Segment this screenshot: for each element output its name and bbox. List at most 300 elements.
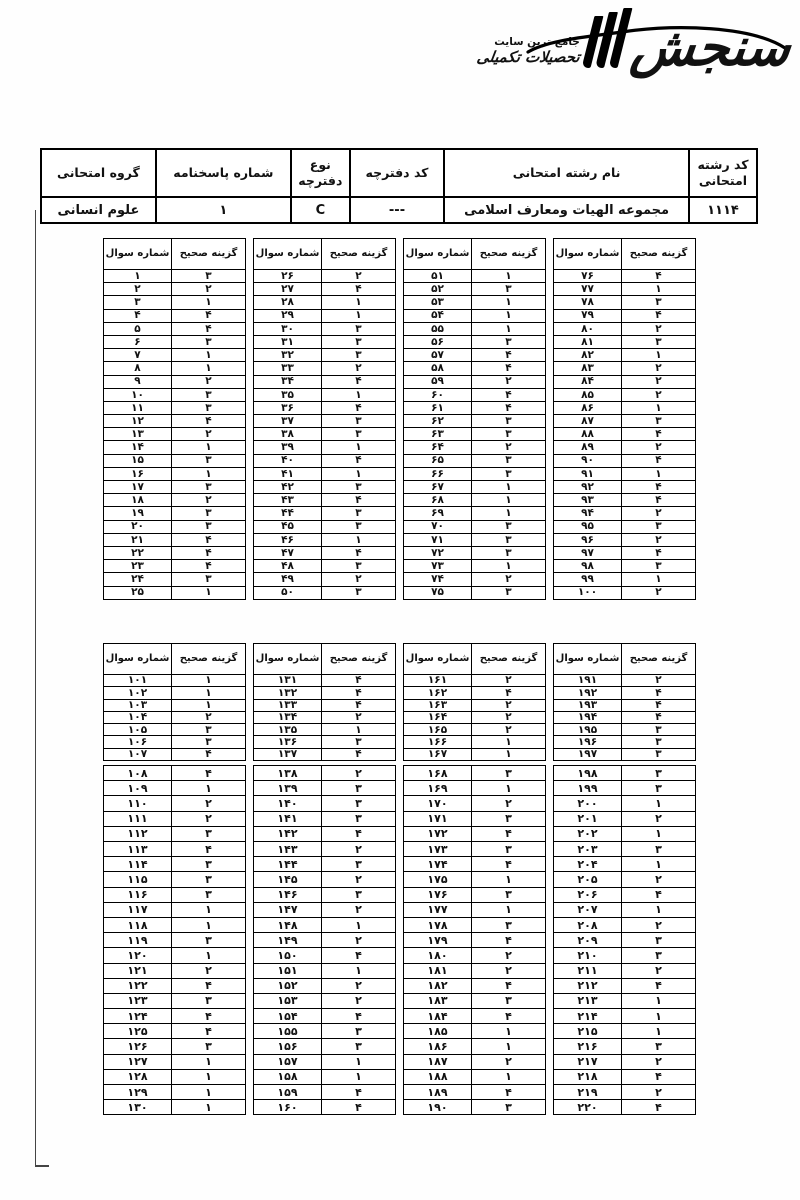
table-row [104, 1054, 246, 1069]
table-row [404, 781, 546, 796]
question-number-cell: ۱۸۵ [404, 1024, 472, 1039]
info-col-header: نوع دفترچه [291, 149, 350, 197]
correct-option-cell: ۱ [472, 872, 546, 887]
correct-option-cell: ۴ [172, 748, 246, 760]
question-number-cell: ۳۲ [254, 349, 322, 362]
table-row [104, 1069, 246, 1084]
question-number-cell: ۱۶۳ [404, 699, 472, 711]
correct-option-cell: ۳ [322, 1024, 396, 1039]
tagline-line1: جامع ترین سایت [494, 36, 580, 48]
table-row [404, 349, 546, 362]
answer-group-table [553, 238, 696, 600]
question-number-cell: ۷۶ [554, 270, 622, 283]
correct-option-cell: ۲ [172, 796, 246, 811]
question-number-cell: ۶۳ [404, 428, 472, 441]
correct-option-cell: ۴ [472, 826, 546, 841]
correct-option-cell: ۱ [472, 1039, 546, 1054]
table-row [254, 415, 396, 428]
correct-option-cell: ۴ [622, 687, 696, 699]
question-number-cell: ۲۰۰ [554, 796, 622, 811]
table-row [104, 546, 246, 559]
correct-option-cell: ۲ [472, 1054, 546, 1069]
table-row [404, 766, 546, 781]
table-row [554, 675, 696, 687]
correct-option-cell: ۱ [322, 441, 396, 454]
correct-option-cell: ۱ [472, 270, 546, 283]
answer-column-group [253, 238, 395, 600]
correct-option-cell: ۴ [322, 401, 396, 414]
correct-option-cell: ۱ [172, 296, 246, 309]
table-row [254, 699, 396, 711]
question-number-cell: ۱۷۱ [404, 811, 472, 826]
table-row [554, 811, 696, 826]
table-row [554, 335, 696, 348]
question-number-cell: ۱۳۳ [254, 699, 322, 711]
correct-option-cell: ۱ [622, 401, 696, 414]
correct-option-cell: ۲ [322, 362, 396, 375]
table-row [254, 781, 396, 796]
table-row [104, 675, 246, 687]
table-row [104, 401, 246, 414]
correct-option-cell: ۲ [322, 270, 396, 283]
table-row [104, 857, 246, 872]
table-row [104, 270, 246, 283]
question-number-cell: ۱۵۲ [254, 978, 322, 993]
answer-group-table [403, 643, 546, 761]
question-number-cell: ۸۶ [554, 401, 622, 414]
question-number-cell: ۲۲۰ [554, 1100, 622, 1115]
question-number-cell: ۳۰ [254, 322, 322, 335]
table-row [554, 533, 696, 546]
correct-option-cell: ۱ [172, 902, 246, 917]
correct-option-cell: ۴ [322, 1085, 396, 1100]
question-number-cell: ۲۱۵ [554, 1024, 622, 1039]
correct-option-cell: ۳ [322, 560, 396, 573]
question-number-cell: ۱۰۱ [104, 675, 172, 687]
correct-option-cell: ۴ [622, 1069, 696, 1084]
question-number-cell: ۵۵ [404, 322, 472, 335]
table-row [104, 494, 246, 507]
table-row [254, 362, 396, 375]
question-number-cell: ۱۶۹ [404, 781, 472, 796]
table-row [554, 1009, 696, 1024]
table-row [404, 573, 546, 586]
correct-option-cell: ۲ [622, 1054, 696, 1069]
correct-option-cell: ۳ [322, 887, 396, 902]
correct-option-cell: ۱ [622, 902, 696, 917]
correct-option-cell: ۳ [172, 573, 246, 586]
correct-option-cell: ۲ [622, 811, 696, 826]
question-number-cell: ۲۱۹ [554, 1085, 622, 1100]
table-row [104, 993, 246, 1008]
question-number-cell: ۱۰۲ [104, 687, 172, 699]
table-row [104, 1039, 246, 1054]
question-number-cell: ۹۸ [554, 560, 622, 573]
table-row [254, 736, 396, 748]
question-number-cell: ۲۴ [104, 573, 172, 586]
correct-option-cell: ۲ [322, 872, 396, 887]
question-number-cell: ۱۵۷ [254, 1054, 322, 1069]
correct-option-cell: ۲ [472, 796, 546, 811]
correct-option-cell: ۱ [172, 1100, 246, 1115]
question-number-cell: ۱۴۷ [254, 902, 322, 917]
table-row [104, 349, 246, 362]
correct-option-cell: ۱ [172, 917, 246, 932]
table-row [554, 978, 696, 993]
table-row [404, 494, 546, 507]
question-number-cell: ۱۶ [104, 467, 172, 480]
table-row [404, 428, 546, 441]
answer-header-row [254, 644, 396, 675]
question-number-cell: ۱۵۱ [254, 963, 322, 978]
table-row [554, 1054, 696, 1069]
question-number-cell: ۴۹ [254, 573, 322, 586]
table-row [554, 857, 696, 872]
table-row [104, 520, 246, 533]
question-number-cell: ۱۷۰ [404, 796, 472, 811]
correct-option-cell: ۳ [172, 993, 246, 1008]
table-row [554, 826, 696, 841]
correct-option-cell: ۲ [172, 811, 246, 826]
table-row [254, 842, 396, 857]
table-row [104, 415, 246, 428]
correct-option-cell: ۳ [172, 454, 246, 467]
question-number-cell: ۲۱۰ [554, 948, 622, 963]
table-row [104, 1009, 246, 1024]
correct-option-cell: ۱ [472, 507, 546, 520]
correct-option-cell: ۱ [472, 748, 546, 760]
info-col-value: علوم انسانی [41, 197, 156, 223]
correct-option-cell: ۱ [472, 560, 546, 573]
correct-option-cell: ۳ [172, 388, 246, 401]
correct-option-cell: ۱ [172, 467, 246, 480]
table-row [104, 362, 246, 375]
question-number-cell: ۱۴ [104, 441, 172, 454]
question-number-header: شماره سوال [554, 239, 622, 270]
question-number-cell: ۶۶ [404, 467, 472, 480]
correct-option-cell: ۴ [322, 948, 396, 963]
correct-option-cell: ۴ [472, 388, 546, 401]
table-row [404, 401, 546, 414]
correct-option-cell: ۴ [172, 766, 246, 781]
correct-option-cell: ۴ [472, 1085, 546, 1100]
answer-group-table [553, 765, 696, 1115]
table-row [254, 481, 396, 494]
question-number-cell: ۱۲۶ [104, 1039, 172, 1054]
question-number-cell: ۱۵ [104, 454, 172, 467]
question-number-cell: ۴۳ [254, 494, 322, 507]
correct-option-cell: ۳ [622, 842, 696, 857]
table-row [104, 441, 246, 454]
table-row [104, 699, 246, 711]
table-row [554, 388, 696, 401]
question-number-cell: ۱۳۸ [254, 766, 322, 781]
correct-option-cell: ۴ [322, 283, 396, 296]
table-row [404, 507, 546, 520]
table-row [404, 872, 546, 887]
question-number-cell: ۱۰۶ [104, 736, 172, 748]
info-col-value: --- [350, 197, 444, 223]
answer-key-table-101-220 [103, 643, 695, 1115]
table-row [254, 766, 396, 781]
table-row [404, 388, 546, 401]
correct-option-cell: ۱ [622, 1009, 696, 1024]
answer-column-group [103, 643, 245, 1115]
table-row [104, 428, 246, 441]
question-number-cell: ۹۴ [554, 507, 622, 520]
question-number-cell: ۸ [104, 362, 172, 375]
info-col-value: ۱۱۱۴ [689, 197, 757, 223]
question-number-cell: ۱۹۷ [554, 748, 622, 760]
answer-column-group [553, 643, 695, 1115]
answer-column-group [403, 238, 545, 600]
correct-option-cell: ۴ [622, 454, 696, 467]
info-col-value: مجموعه الهیات ومعارف اسلامی [444, 197, 689, 223]
question-number-cell: ۱۳۱ [254, 675, 322, 687]
question-number-cell: ۱۸۱ [404, 963, 472, 978]
answer-group-table [103, 765, 246, 1115]
table-row [404, 687, 546, 699]
question-number-cell: ۵ [104, 322, 172, 335]
question-number-cell: ۱۲۷ [104, 1054, 172, 1069]
answer-header-row [254, 239, 396, 270]
table-row [404, 283, 546, 296]
question-number-cell: ۱۰۴ [104, 711, 172, 723]
table-row [104, 1024, 246, 1039]
question-number-cell: ۱۲۱ [104, 963, 172, 978]
table-row [404, 748, 546, 760]
question-number-cell: ۳۴ [254, 375, 322, 388]
question-number-cell: ۱۹۸ [554, 766, 622, 781]
question-number-cell: ۷۳ [404, 560, 472, 573]
correct-option-cell: ۳ [172, 872, 246, 887]
correct-option-cell: ۲ [322, 933, 396, 948]
question-number-cell: ۶۸ [404, 494, 472, 507]
table-row [104, 322, 246, 335]
table-row [404, 736, 546, 748]
table-row [104, 296, 246, 309]
question-number-cell: ۱۶۰ [254, 1100, 322, 1115]
question-number-cell: ۹۷ [554, 546, 622, 559]
question-number-cell: ۱۰۰ [554, 586, 622, 599]
question-number-cell: ۳۷ [254, 415, 322, 428]
question-number-cell: ۲۱۲ [554, 978, 622, 993]
table-row [404, 826, 546, 841]
question-number-cell: ۲۰۹ [554, 933, 622, 948]
question-number-cell: ۱۴۶ [254, 887, 322, 902]
correct-option-cell: ۴ [472, 362, 546, 375]
correct-option-cell: ۱ [172, 675, 246, 687]
table-row [254, 724, 396, 736]
question-number-cell: ۴۶ [254, 533, 322, 546]
question-number-cell: ۱۹۹ [554, 781, 622, 796]
table-row [254, 586, 396, 599]
correct-option-cell: ۱ [322, 1054, 396, 1069]
correct-option-cell: ۱ [172, 349, 246, 362]
info-col-header: نام رشته امتحانی [444, 149, 689, 197]
correct-option-cell: ۱ [622, 573, 696, 586]
table-row [254, 507, 396, 520]
question-number-cell: ۱۲۲ [104, 978, 172, 993]
table-row [554, 724, 696, 736]
question-number-cell: ۱۹۲ [554, 687, 622, 699]
correct-option-cell: ۳ [172, 335, 246, 348]
question-number-cell: ۱۲۳ [104, 993, 172, 1008]
question-number-cell: ۳۸ [254, 428, 322, 441]
table-row [104, 1085, 246, 1100]
correct-option-cell: ۳ [622, 415, 696, 428]
correct-option-cell: ۳ [622, 933, 696, 948]
correct-option-cell: ۲ [472, 963, 546, 978]
correct-option-cell: ۳ [472, 467, 546, 480]
question-number-cell: ۳۳ [254, 362, 322, 375]
question-number-cell: ۱۲۵ [104, 1024, 172, 1039]
table-row [554, 748, 696, 760]
table-row [104, 335, 246, 348]
question-number-cell: ۱۳۹ [254, 781, 322, 796]
correct-option-cell: ۳ [472, 917, 546, 932]
question-number-cell: ۵۷ [404, 349, 472, 362]
question-number-cell: ۲۰۳ [554, 842, 622, 857]
question-number-cell: ۱۳ [104, 428, 172, 441]
question-number-cell: ۱۸۶ [404, 1039, 472, 1054]
correct-option-header: گزینه صحیح [172, 644, 246, 675]
question-number-cell: ۱۰۹ [104, 781, 172, 796]
correct-option-cell: ۴ [622, 711, 696, 723]
question-number-cell: ۲۰۱ [554, 811, 622, 826]
table-row [554, 586, 696, 599]
table-row [104, 573, 246, 586]
table-row [104, 842, 246, 857]
table-row [404, 533, 546, 546]
table-row [554, 1069, 696, 1084]
table-row [254, 675, 396, 687]
table-row [554, 887, 696, 902]
table-row [254, 963, 396, 978]
correct-option-cell: ۲ [472, 573, 546, 586]
table-row [404, 467, 546, 480]
question-number-cell: ۲۰۶ [554, 887, 622, 902]
correct-option-cell: ۲ [622, 322, 696, 335]
question-number-cell: ۵۴ [404, 309, 472, 322]
page-edge-corner [35, 1165, 49, 1167]
question-number-cell: ۲۶ [254, 270, 322, 283]
question-number-header: شماره سوال [404, 239, 472, 270]
question-number-cell: ۱۶۴ [404, 711, 472, 723]
question-number-cell: ۲۱۳ [554, 993, 622, 1008]
question-number-cell: ۱۶۸ [404, 766, 472, 781]
correct-option-cell: ۳ [322, 811, 396, 826]
correct-option-cell: ۲ [472, 675, 546, 687]
table-row [404, 1069, 546, 1084]
question-number-cell: ۱۰۸ [104, 766, 172, 781]
table-row [404, 1054, 546, 1069]
question-number-cell: ۲ [104, 283, 172, 296]
correct-option-cell: ۳ [472, 415, 546, 428]
table-row [254, 270, 396, 283]
question-number-cell: ۱۷ [104, 481, 172, 494]
correct-option-cell: ۱ [472, 1024, 546, 1039]
correct-option-cell: ۲ [622, 507, 696, 520]
correct-option-header: گزینه صحیح [472, 644, 546, 675]
table-row [404, 270, 546, 283]
table-row [404, 933, 546, 948]
table-row [254, 546, 396, 559]
question-number-cell: ۱۷۳ [404, 842, 472, 857]
answer-column-group [553, 238, 695, 600]
correct-option-cell: ۲ [622, 872, 696, 887]
question-number-cell: ۴ [104, 309, 172, 322]
table-row [254, 454, 396, 467]
brand-wordmark: سنجش [627, 18, 794, 78]
correct-option-cell: ۲ [172, 428, 246, 441]
page-edge-line [35, 210, 36, 1167]
table-row [254, 520, 396, 533]
table-row [554, 1100, 696, 1115]
answer-group-table [103, 238, 246, 600]
table-row [554, 362, 696, 375]
correct-option-cell: ۳ [172, 826, 246, 841]
answer-group-table [253, 238, 396, 600]
question-number-cell: ۶۹ [404, 507, 472, 520]
question-number-cell: ۵۹ [404, 375, 472, 388]
correct-option-cell: ۳ [172, 270, 246, 283]
correct-option-cell: ۳ [472, 811, 546, 826]
table-row [254, 441, 396, 454]
question-number-cell: ۱۹۳ [554, 699, 622, 711]
table-row [104, 796, 246, 811]
correct-option-cell: ۳ [622, 766, 696, 781]
correct-option-cell: ۴ [322, 748, 396, 760]
question-number-cell: ۱۳۲ [254, 687, 322, 699]
table-row [404, 375, 546, 388]
correct-option-cell: ۲ [172, 283, 246, 296]
table-row [104, 560, 246, 573]
correct-option-cell: ۲ [322, 842, 396, 857]
table-row [404, 560, 546, 573]
question-number-header: شماره سوال [254, 239, 322, 270]
table-row [404, 322, 546, 335]
question-number-cell: ۲۸ [254, 296, 322, 309]
question-number-cell: ۹۱ [554, 467, 622, 480]
question-number-cell: ۱۷۷ [404, 902, 472, 917]
table-row [404, 309, 546, 322]
correct-option-cell: ۳ [322, 1039, 396, 1054]
correct-option-cell: ۴ [622, 270, 696, 283]
correct-option-cell: ۳ [472, 546, 546, 559]
exam-info-table [40, 148, 758, 224]
correct-option-cell: ۴ [322, 454, 396, 467]
correct-option-cell: ۳ [172, 724, 246, 736]
question-number-cell: ۱۲ [104, 415, 172, 428]
question-number-cell: ۷۲ [404, 546, 472, 559]
correct-option-cell: ۳ [622, 296, 696, 309]
question-number-cell: ۷ [104, 349, 172, 362]
question-number-cell: ۲۰۵ [554, 872, 622, 887]
question-number-cell: ۴۲ [254, 481, 322, 494]
correct-option-cell: ۴ [472, 349, 546, 362]
correct-option-header: گزینه صحیح [322, 239, 396, 270]
correct-option-cell: ۳ [472, 887, 546, 902]
table-row [104, 736, 246, 748]
table-row [254, 1069, 396, 1084]
correct-option-cell: ۴ [322, 699, 396, 711]
correct-option-cell: ۲ [472, 948, 546, 963]
question-number-cell: ۱۵۵ [254, 1024, 322, 1039]
question-number-cell: ۴۷ [254, 546, 322, 559]
correct-option-cell: ۱ [472, 481, 546, 494]
correct-option-cell: ۳ [322, 857, 396, 872]
